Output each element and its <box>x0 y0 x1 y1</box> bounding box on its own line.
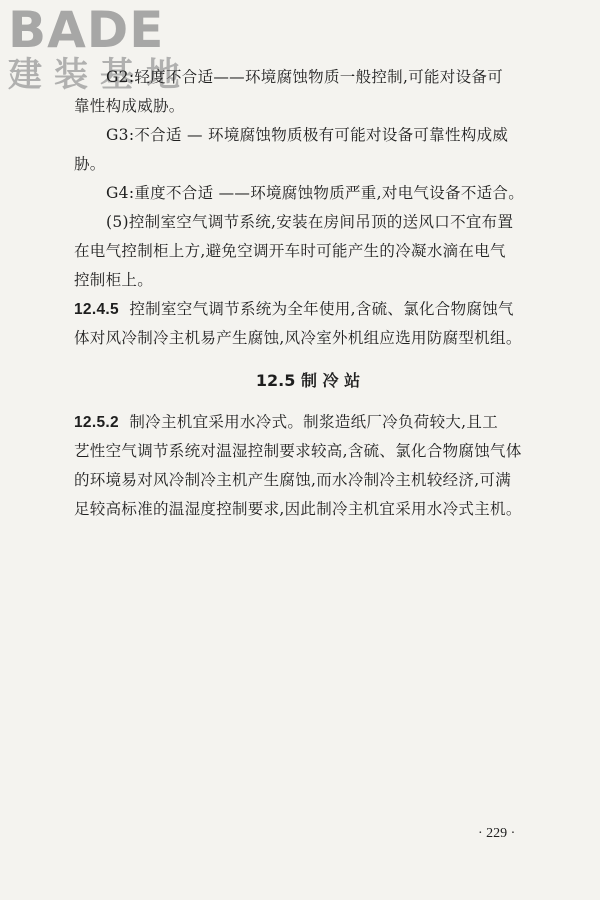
g2-line-1: G2:轻度不合适——环境腐蚀物质一般控制,可能对设备可 <box>106 68 503 86</box>
watermark-subtitle: 建装基地 <box>8 55 192 95</box>
watermark-brand: BADE <box>8 1 165 59</box>
g2-line-2: 靠性构成威胁。 <box>74 97 185 115</box>
clause-12-5-2-number: 12.5.2 <box>74 414 119 431</box>
clause-12-4-5-line-1 <box>74 297 514 319</box>
item5-line-1: (5)控制室空气调节系统,安装在房间吊顶的送风口不宜布置 <box>106 213 514 231</box>
section-heading: 12.5 制 冷 站 <box>255 371 361 390</box>
clause-12-4-5-number: 12.4.5 <box>74 301 119 318</box>
clause-12-4-5-line-2: 体对风冷制冷主机易产生腐蚀,风冷室外机组应选用防腐型机组。 <box>74 329 522 347</box>
item5-line-3: 控制柜上。 <box>74 271 154 289</box>
item5-line-2: 在电气控制柜上方,避免空调开车时可能产生的冷凝水滴在电气 <box>74 242 506 260</box>
clause-12-5-2-line-2: 艺性空气调节系统对温湿控制要求较高,含硫、氯化合物腐蚀气体 <box>74 442 522 460</box>
g3-line-1: G3:不合适 — 环境腐蚀物质极有可能对设备可靠性构成威 <box>106 126 509 144</box>
clause-12-5-2-line-1 <box>74 410 498 432</box>
page-number: · 229 · <box>478 826 516 841</box>
clause-12-5-2-text: 制冷主机宜采用水冷式。制浆造纸厂冷负荷较大,且工 <box>129 413 499 431</box>
clause-12-4-5-text: 控制室空气调节系统为全年使用,含硫、氯化合物腐蚀气 <box>129 300 514 318</box>
g3-line-2: 胁。 <box>74 155 106 173</box>
clause-12-5-2-line-4: 足较高标准的温湿度控制要求,因此制冷主机宜采用水冷式主机。 <box>74 500 522 518</box>
g4-line: G4:重度不合适 ——环境腐蚀物质严重,对电气设备不适合。 <box>106 184 525 202</box>
clause-12-5-2-line-3: 的环境易对风冷制冷主机产生腐蚀,而水冷制冷主机较经济,可满 <box>74 471 512 489</box>
